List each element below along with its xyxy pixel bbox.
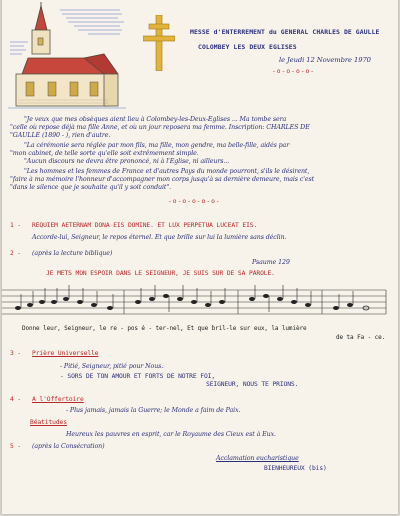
section-4-number: 4 -	[10, 396, 22, 403]
will-line-7: "Les hommes et les femmes de France et d'autres Pays du monde pourront, s'ils le désirent,	[24, 168, 310, 175]
section-5-note: (après la Consécration)	[32, 443, 105, 450]
section-2-note: (après la lecture biblique)	[32, 250, 113, 257]
cross-of-lorraine-icon	[143, 15, 175, 71]
offertory-heading: A l'Offertoire	[32, 396, 84, 403]
acclamation-heading: Acclamation eucharistique	[216, 455, 299, 462]
section-divider: -o-o-o-o-o-	[168, 198, 221, 205]
will-line-6: "Aucun discours ne devra être prononcé, ni à l'Eglise, ni ailleurs...	[24, 158, 230, 165]
section-3-number: 3 -	[10, 350, 22, 357]
prayer-refrain-1: - SORS DE TON AMOUR ET FORTS DE NOTRE FOI,	[60, 373, 216, 380]
section-1-number: 1 -	[10, 222, 22, 229]
prayer-line-1: - Pitié, Seigneur, pitié pour Nous.	[60, 363, 164, 370]
section-2-number: 2 -	[10, 250, 22, 257]
prayer-refrain-2: SEIGNEUR, NOUS TE PRIONS.	[206, 381, 299, 388]
page-sheet	[2, 0, 398, 514]
will-line-5: "mon cabinet, de telle sorte qu'elle soit extrêmement simple.	[10, 150, 199, 157]
latin-requiem: REQUIEM AETERNAM DONA EIS DOMINE. ET LUX PERPETUA LUCEAT EIS.	[32, 222, 258, 229]
place-name: COLOMBEY LES DEUX EGLISES	[198, 43, 297, 51]
french-requiem: Accorde-lui, Seigneur, le repos éternel. Et que brille sur lui la lumière sans déclin.	[32, 234, 287, 241]
will-line-2: "celle où repose déjà ma fille Anne, et où un jour reposera ma femme. Inscription: CHARLES DE	[10, 124, 310, 131]
will-line-4: "La cérémonie sera réglée par mon fils, ma fille, mon gendre, ma belle-fille, aidés par	[24, 142, 290, 149]
will-line-1: "Je veux que mes obsèques aient lieu à Colombey-les-Deux-Eglises ... Ma tombe sera	[24, 116, 287, 123]
section-5-number: 5 -	[10, 443, 22, 450]
psalm-lyrics: Donne leur, Seigneur, le re - pos é - ter-nel, Et que bril-le sur eux, la lumière	[22, 325, 307, 332]
music-staff	[2, 282, 398, 322]
beatitudes-heading: Béatitudes	[30, 419, 67, 426]
ceremony-date: le Jeudi 12 Novembre 1970	[279, 56, 371, 64]
church-drawing	[8, 2, 126, 110]
page-title: MESSE d'ENTERREMENT du GENERAL CHARLES DE GAULLE	[190, 28, 380, 36]
offertory-line: - Plus jamais, jamais la Guerre; le Monde a faim de Paix.	[66, 407, 241, 414]
will-line-3: "GAULLE (1890 - ), rien d'autre.	[10, 132, 111, 139]
psalm-lyrics-end: de ta Fa - ce.	[336, 334, 386, 341]
will-line-9: "dans le silence que je souhaite qu'il y soit conduit".	[10, 184, 172, 191]
prayer-heading: Prière Universelle	[32, 350, 99, 357]
header-divider: -o-o-o-o-	[272, 68, 316, 75]
psalm-refrain: JE METS MON ESPOIR DANS LE SEIGNEUR, JE SUIS SUR DE SA PAROLE.	[46, 270, 275, 277]
psalm-label: Psaume 129	[252, 259, 290, 266]
bienheureux-line: BIENHEUREUX (bis)	[264, 465, 327, 472]
beatitudes-line: Heureux les pauvres en esprit, car le Royaume des Cieux est à Eux.	[66, 431, 276, 438]
will-line-8: "faire à ma mémoire l'honneur d'accompagner mon corps jusqu'à sa dernière demeure, mais c'est	[10, 176, 315, 183]
